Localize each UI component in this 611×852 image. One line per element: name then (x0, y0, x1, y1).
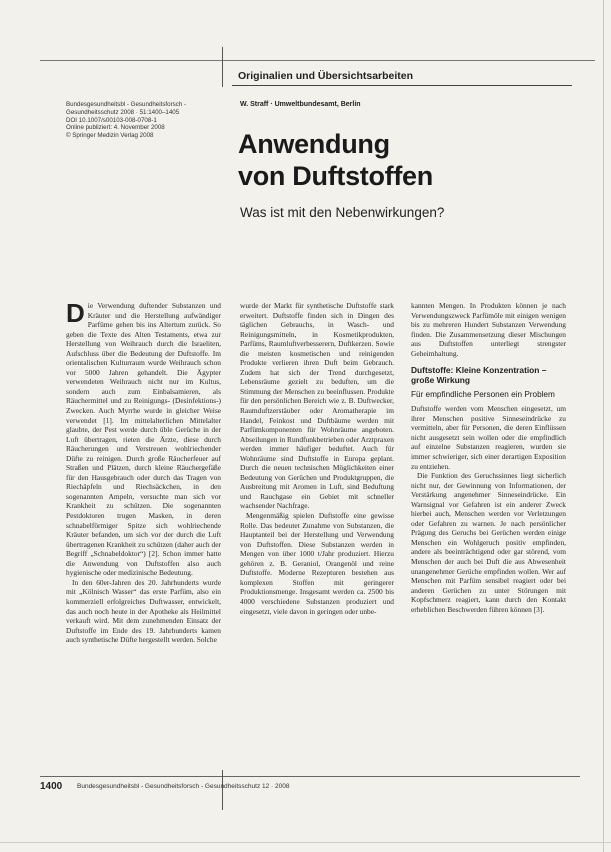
meta-line: Gesundheitsschutz 2008 · 51:1400–1405 (66, 108, 180, 116)
drop-cap: D (66, 301, 85, 328)
paragraph: ie Verwendung duftender Substanzen und Kräuter und die Herstellung aufwändiger Parfüme gehen bis ins Altertum zurück. So geben die Texte des Alten Testaments, etwa zur Herstellung von Weihrauch durch die Israeliten, Aufschluss über die Bedeutung der Duftstoffe. Im orientalischen Kulturraum wurde Weihrauch schon vor 5000 Jahren gehandelt. Die Ägypter verwendeten Weihrauch nicht nur im Kultus, sondern auch zum Einbalsamieren, als Räuchermittel und zu Reinigungs- (Desinfektions-) Zwecken. Auch Myrrhe wurde in gleicher Weise verwendet [1]. Im mittelalterlichen Mittelalter glaubte, der Pest werde durch üble Gerüche in der Luft übertragen, rieten die Ärzte, diese durch Räucherungen und Verstreuen wohlriechender Düfte zu reinigen. Durch große Räucherfeuer auf Straßen und Plätzen, durch kleine Räuchergefäße für den Hausgebrauch oder durch das Tragen von Riechäpfeln und Riechsäckchen, in den sogenannten Ampeln, versuchte man sich vor Krankheit zu schützen. Die sogenannten Pestdoktoren trugen Masken, in deren schnabelförmiger Spitze sich wohlriechende Kräuter befanden, um sich vor der durch die Luft übertragenen Krankheit zu schützen (daher auch der Begriff „Schnabeldoktor“) [2]. Schon immer hatte die Anwendung von Duftstoffen also auch hygienische oder medizinische Bedeutung. (66, 301, 221, 578)
citation-meta (66, 101, 216, 140)
title-line-2: von Duftstoffen (238, 161, 433, 191)
author-line: W. Straff · Umweltbundesamt, Berlin (240, 101, 361, 108)
section-label: Originalien und Übersichtsarbeiten (238, 70, 414, 82)
page-number: 1400 (40, 781, 63, 792)
paragraph: Die Funktion des Geruchssinnes liegt sicherlich nicht nur, der Gewinnung von Informationen, der Verstärkung angenehmer Sinneseindrücke. Ein Warnsignal vor Gefahren ist ein anderer Zweck hierbei auch, Menschen werden vor Verletzungen oder Gefahren zu warnen. Je nach persönlicher Prägung des Geruchs bei Gerüchen werden einige Menschen ein Wohlgeruch positiv empfinden, andere als beeinträchtigend oder gar störend, vom Menschen der auch bei Duft die aus Abwesenheit unangenehmer Gerüche empfinden wollen. Wer auf Menschen mit Parfüm sensibel reagiert oder bei anderen Gerüchen zu unter Störungen mit Kopfschmerz reagiert, kann durch den Kontakt erheblichen Beschwerden führen können [3]. (411, 471, 566, 614)
paragraph: Duftstoffe werden vom Menschen eingesetzt, um ihrer Menschen positive Sinneseindrücke zu vermitteln, aber für Personen, die deren Einflüssen nicht ausgesetzt sein wollen oder die empfindlich auf einzelne Substanzen reagieren, wurden sie immer schwieriger, sich einer derartigen Exposition zu entziehen. (411, 404, 566, 471)
article-subtitle: Was ist mit den Nebenwirkungen? (240, 205, 445, 220)
meta-line: DOI 10.1007/s00103-008-0708-1 (66, 116, 157, 124)
footer-tick (222, 770, 223, 810)
article-title (238, 128, 433, 192)
paragraph: In den 60er-Jahren des 20. Jahrhunderts wurde mit „Kölnisch Wasser“ das erste Parfüm, also ein kommerziell erfolgreiches Duftwasser, entwickelt, das auch noch heute in der Apotheke als Heilmittel verkauft wird. Mit dem zunehmenden Einsatz der Duftstoffe im Ende des 19. Jahrhunderts kamen auch synthetische Düfte hergestellt werden. Solche (66, 577, 221, 645)
scan-edge-mark (0, 842, 611, 843)
paragraph: wurde der Markt für synthetische Duftstoffe stark erweitert. Duftstoffe finden sich in Dingen des täglichen Gebrauchs, in Wasch- und Reinigungsmitteln, in Kosmetikprodukten, Parfüms, Raumluftverbesserern, Duftkerzen. Sowie die meisten kosmetischen und reinigenden Produkte verlieren ihren Duft beim Gebrauch. Zudem hat sich der Trend durchgesetzt, Lebensräume gezielt zu beduften, um die Stimmung der Menschen zu beeinflussen. Produkte für den persönlichen Bereich wie z. B. Duftwecker, Raumduftzerstäuber oder Aromatherapie im Handel, Feinkost und Duftbäume werden mit Parfümkomponenten für Wohnräume angeboten. Abseilungen in Rundfunkbetrieben oder Arztpraxen werden immer häufiger beduftet. Auch für Wohnräume sind Duftstoffe in Europa geplant. Durch die neuen technischen Möglichkeiten einer Bedeutung von Gerüchen und Produktgruppen, die Ausbreitung mit Aromen in Luft, sind Beduftung und Rauchgase ein Gebiet mit schneller wachsender Nachfrage. (240, 301, 394, 511)
footer-rule (40, 776, 580, 777)
subsection-heading: Für empfindliche Personen ein Problem (411, 390, 555, 400)
paragraph: kannten Mengen. In Produkten können je nach Verwendungszweck Parfümöle mit einigen wenigen bis zu mehreren Hundert Substanzen Verwendung finden. Die Zusammensetzung dieser Mischungen aus Duftstoffen unterliegt strengster Geheimhaltung. (411, 301, 566, 358)
top-rule (40, 60, 595, 61)
title-line-1: Anwendung (238, 129, 390, 159)
top-tick (222, 47, 223, 87)
meta-line: Bundesgesundheitsbl - Gesundheitsforsch - (66, 101, 187, 108)
scan-edge-mark (603, 0, 604, 852)
section-rule (232, 85, 572, 86)
journal-footer: Bundesgesundheitsbl - Gesundheitsforsch - Gesundheitsschutz 12 · 2008 (77, 783, 290, 790)
body-column-3 (411, 301, 566, 763)
meta-line: Online publiziert: 4. November 2008 (66, 124, 165, 132)
section-heading: Duftstoffe: Kleine Konzentration – große Wirkung (411, 365, 547, 386)
meta-line: © Springer Medizin Verlag 2008 (66, 132, 154, 140)
paragraph: Mengenmäßig spielen Duftstoffe eine gewisse Rolle. Das bedeutet Zunahme von Substanzen, die Hauptanteil bei der Herstellung und Verwendung von Duftstoffen. Diese Substanzen werden in Mengen von über 1000 t/Jahr produziert. Hierzu gehören z. B. Geraniol, Orangenöl und reine Duftstoffe. Moderne Rezepturen bestehen aus komplexen Stoffen mit geringerer Produktionsmenge. Insgesamt werden ca. 2500 bis 4000 verschiedene Substanzen produziert und eingesetzt, viele davon in geringen oder unbe- (240, 511, 394, 616)
body-column-2 (240, 301, 394, 763)
body-column-1 (66, 301, 221, 763)
